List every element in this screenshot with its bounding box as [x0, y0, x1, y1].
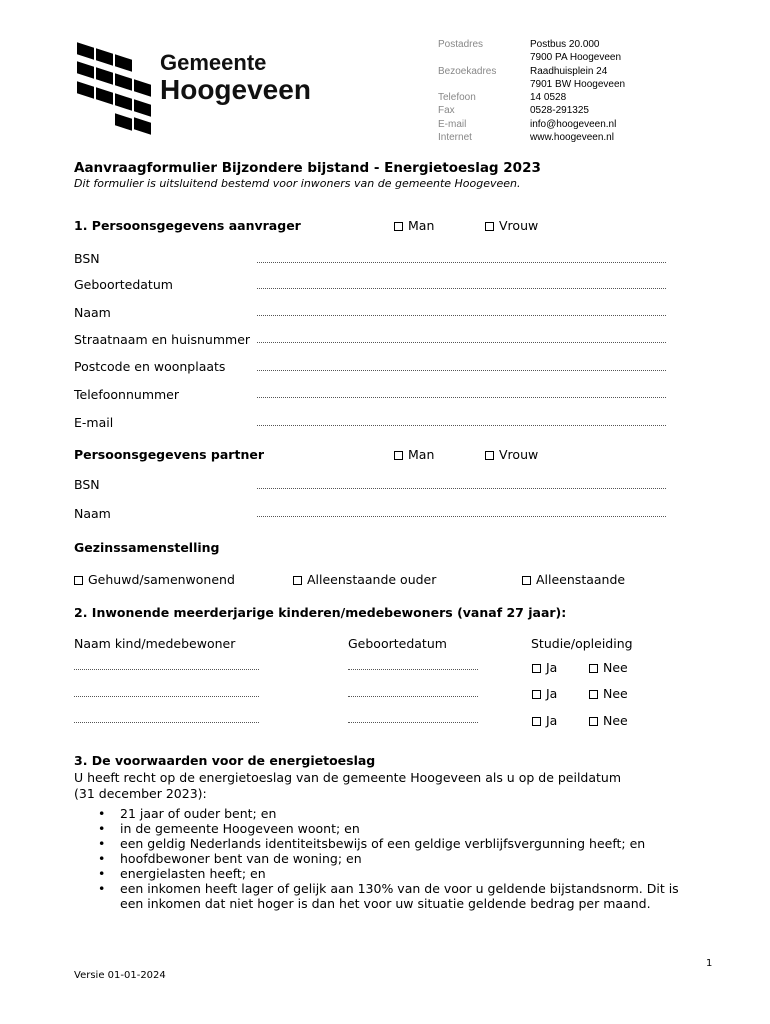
study-yes-option[interactable] [532, 686, 557, 701]
option-label: Alleenstaande ouder [307, 572, 437, 587]
field-input-bsn[interactable] [257, 262, 666, 263]
household-option-alleenstaande-ouder[interactable] [293, 572, 436, 587]
study-no-option[interactable] [589, 686, 628, 701]
logo-mark-icon [74, 40, 154, 135]
list-item: • een geldig Nederlands identiteitsbewijs of een geldige verblijfsvergunning heeft; en [74, 836, 714, 851]
child-dob-input[interactable] [348, 669, 478, 670]
checkbox[interactable] [485, 222, 494, 231]
logo-text-line2: Hoogeveen [160, 74, 311, 105]
option-label: Ja [546, 660, 558, 675]
partner-gender-man-option[interactable] [394, 447, 434, 462]
contact-label [438, 51, 530, 64]
page-number: 1 [706, 958, 713, 969]
list-item: • 21 jaar of ouder bent; en [74, 806, 714, 821]
option-label: Ja [546, 686, 558, 701]
checkbox[interactable] [532, 664, 541, 673]
contact-row [438, 51, 668, 64]
child-name-input[interactable] [74, 669, 259, 670]
child-dob-input[interactable] [348, 722, 478, 723]
list-item: • hoofdbewoner bent van de woning; en [74, 851, 714, 866]
field-label-straat: Straatnaam en huisnummer [74, 332, 251, 347]
contact-row [438, 104, 668, 117]
applicant-gender-man-option[interactable] [394, 218, 434, 233]
form-title: Aanvraagformulier Bijzondere bijstand - Energietoeslag 2023 [74, 160, 541, 176]
partner-field-input-naam[interactable] [257, 516, 666, 517]
household-option-gehuwd[interactable] [74, 572, 235, 587]
contact-value: 7900 PA Hoogeveen [530, 52, 622, 64]
section3-heading: 3. De voorwaarden voor de energietoeslag [74, 753, 376, 768]
logo-text-line1: Gemeente [160, 50, 267, 75]
child-name-input[interactable] [74, 722, 259, 723]
partner-field-label-bsn: BSN [74, 477, 100, 492]
checkbox[interactable] [485, 451, 494, 460]
partner-field-input-bsn[interactable] [257, 488, 666, 489]
intro-line: U heeft recht op de energietoeslag van de gemeente Hoogeveen als u op de peildatum [74, 770, 622, 785]
study-yes-option[interactable] [532, 713, 557, 728]
study-no-option[interactable] [589, 713, 628, 728]
contact-label: Postadres [438, 39, 484, 50]
form-subtitle: Dit formulier is uitsluitend bestemd voor inwoners van de gemeente Hoogeveen. [74, 177, 521, 190]
contact-value: 14 0528 [530, 92, 567, 104]
checkbox[interactable] [532, 717, 541, 726]
checkbox[interactable] [394, 451, 403, 460]
contact-row [438, 91, 668, 104]
checkbox[interactable] [394, 222, 403, 231]
conditions-list [74, 806, 714, 911]
contact-label: Telefoon [438, 92, 476, 104]
option-label: Vrouw [499, 447, 539, 462]
partner-field-label-naam: Naam [74, 506, 111, 521]
contact-label: E-mail [438, 118, 467, 130]
contact-label [438, 78, 530, 91]
applicant-gender-vrouw-option[interactable] [485, 218, 538, 233]
contact-row [438, 118, 668, 131]
section2-heading: 2. Inwonende meerderjarige kinderen/medebewoners (vanaf 27 jaar): [74, 605, 567, 620]
option-label: Nee [603, 686, 628, 701]
list-item: • energielasten heeft; en [74, 866, 714, 881]
section1-heading: 1. Persoonsgegevens aanvrager [74, 218, 301, 233]
checkbox[interactable] [589, 664, 598, 673]
field-input-telefoon[interactable] [257, 397, 666, 398]
contact-row [438, 65, 668, 78]
contact-row [438, 78, 668, 91]
partner-gender-vrouw-option[interactable] [485, 447, 538, 462]
household-option-alleenstaande[interactable] [522, 572, 625, 587]
contact-value: www.hoogeveen.nl [530, 132, 614, 144]
checkbox[interactable] [532, 690, 541, 699]
column-header-study: Studie/opleiding [531, 636, 633, 651]
field-input-geboortedatum[interactable] [257, 288, 666, 289]
field-label-geboortedatum: Geboortedatum [74, 277, 173, 292]
contact-label: Fax [438, 105, 455, 117]
option-label: Gehuwd/samenwonend [88, 572, 235, 587]
contact-value: Raadhuisplein 24 [530, 65, 608, 77]
field-input-naam[interactable] [257, 315, 666, 316]
child-dob-input[interactable] [348, 696, 478, 697]
contact-value: 0528-291325 [530, 105, 589, 117]
intro-line: (31 december 2023): [74, 786, 207, 801]
field-label-email: E-mail [74, 415, 114, 430]
contact-value: 7901 BW Hoogeveen [530, 78, 626, 90]
contact-value: info@hoogeveen.nl [530, 118, 617, 130]
option-label: Nee [603, 713, 628, 728]
field-label-telefoon: Telefoonnummer [74, 387, 180, 402]
field-label-naam: Naam [74, 305, 111, 320]
option-label: Man [408, 218, 435, 233]
column-header-dob: Geboortedatum [348, 636, 447, 651]
child-name-input[interactable] [74, 696, 259, 697]
study-no-option[interactable] [589, 660, 628, 675]
contact-label: Bezoekadres [438, 65, 497, 77]
field-label-bsn: BSN [74, 251, 100, 266]
option-label: Man [408, 447, 435, 462]
field-input-straat[interactable] [257, 342, 666, 343]
list-item: • in de gemeente Hoogeveen woont; en [74, 821, 714, 836]
field-input-email[interactable] [257, 425, 666, 426]
checkbox[interactable] [522, 576, 531, 585]
option-label: Vrouw [499, 218, 539, 233]
option-label: Alleenstaande [536, 572, 626, 587]
option-label: Nee [603, 660, 628, 675]
study-yes-option[interactable] [532, 660, 557, 675]
partner-heading: Persoonsgegevens partner [74, 447, 264, 462]
section3-intro [74, 770, 714, 802]
option-label: Ja [546, 713, 558, 728]
household-heading: Gezinssamenstelling [74, 540, 220, 555]
contact-row [438, 38, 668, 51]
checkbox[interactable] [589, 717, 598, 726]
contact-value: Postbus 20.000 [530, 39, 600, 50]
contact-block [438, 38, 668, 144]
field-input-postcode[interactable] [257, 370, 666, 371]
checkbox[interactable] [589, 690, 598, 699]
column-header-name: Naam kind/medebewoner [74, 636, 236, 651]
checkbox[interactable] [74, 576, 83, 585]
checkbox[interactable] [293, 576, 302, 585]
list-item: • een inkomen heeft lager of gelijk aan 130% van de voor u geldende bijstandsnorm. Dit is een inkomen dat niet hoger is dan het voor uw situatie geldende bedrag per maand. [74, 881, 714, 911]
municipality-logo [74, 40, 324, 135]
contact-label: Internet [438, 132, 472, 144]
version-label: Versie 01-01-2024 [74, 970, 166, 981]
contact-row [438, 131, 668, 144]
field-label-postcode: Postcode en woonplaats [74, 359, 226, 374]
